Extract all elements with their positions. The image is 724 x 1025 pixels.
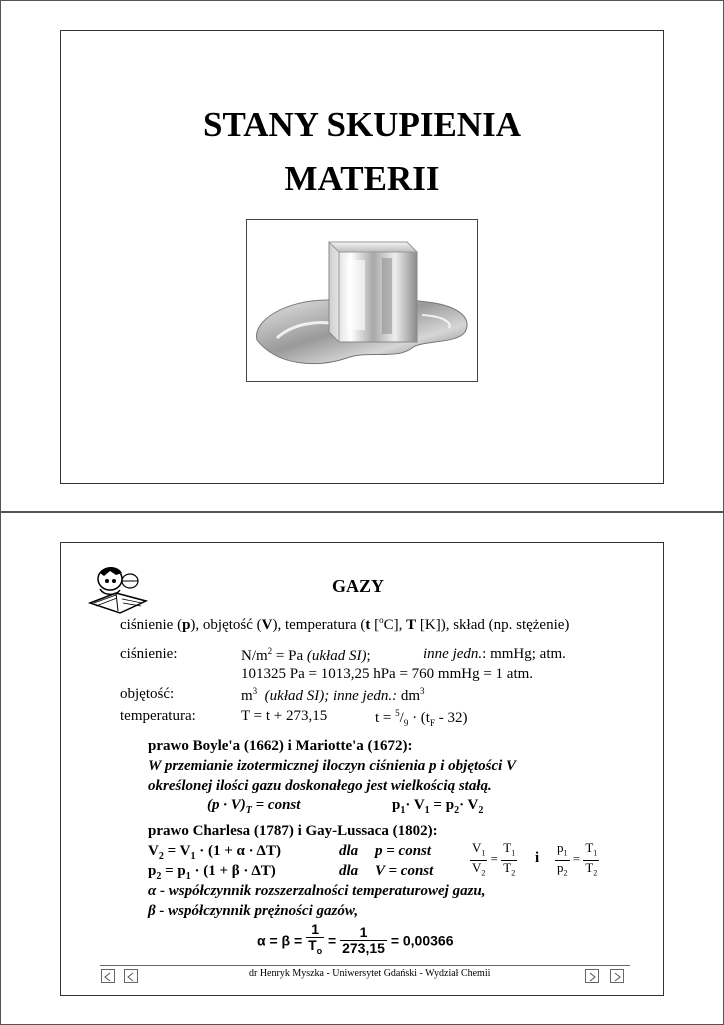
volume-temperature-ratio: $\frac{V_1}{V_2}$ = $\frac{T_1}{T_2}$ [472,840,516,878]
charles-law-pressure-formula: $p_2 = p_1 \cdot (1 + \beta \cdot \Delta T)$ [148,863,276,882]
pressure-conversion: 101325 Pa = 1013,25 hPa = 760 mmHg = 1 atm. [241,666,534,682]
boyle-law-title: prawo Boyle'a (1662) i Mariotte'a (1672): [148,738,413,754]
charles-law-volume-condition: p = const [375,843,432,859]
section-heading-gazy: GAZY [332,576,385,596]
charles-law-volume-condition-dla: dla [339,843,359,859]
volume-label: objętość: [120,686,175,702]
slide-footer-credit: dr Henryk Myszka - Uniwersytet Gdański - Wydział Chemii [249,968,491,979]
last-slide-button[interactable] [610,969,624,983]
slide-1-title-line-2: MATERII [284,159,440,198]
reading-student-icon [86,563,150,615]
first-slide-arrow-icon [102,971,114,983]
alpha-coefficient-description: α - współczynnik rozszerzalności temperaturowej gazu, [148,883,486,899]
boyle-law-product-formula: $p_1\cdot V_1 = p_2\cdot V_2$ [392,797,484,816]
next-slide-button[interactable] [585,969,599,983]
footer-rule [100,965,630,966]
ice-cube-illustration [247,220,477,381]
last-slide-arrow-icon [611,971,623,983]
ratio-conjunction: i [535,850,540,866]
gas-parameters-line: ciśnienie (p), objętość (V), temperatura (t [$^o$C], T [K]), skład (np. stężenie) [120,615,570,633]
slide-1-title-line-1: STANY SKUPIENIA [203,105,521,144]
charles-law-volume-formula: $V_2 = V_1 \cdot (1 + \alpha \cdot \Delta T)$ [148,843,281,862]
alpha-beta-value-formula: α = β = $\frac{1}{T_o}$ = $\frac{1}{273,15}$ = 0,00366 [257,921,454,956]
pressure-other-units: inne jedn.: mmHg; atm. [423,646,566,662]
first-slide-button[interactable] [101,969,115,983]
next-arrow-icon [586,971,598,983]
boyle-law-description-1: W przemianie izotermicznej iloczyn ciśnienia p i objętości V [148,758,517,774]
boyle-law-description-2: określonej ilości gazu doskonałego jest wielkością stałą. [148,778,492,794]
beta-coefficient-description: β - współczynnik prężności gazów, [148,903,359,919]
boyle-law-formula: $(p \cdot V)_T$ = const [207,797,301,816]
charles-law-pressure-condition: V = const [375,863,434,879]
previous-slide-button[interactable] [124,969,138,983]
volume-units: $m^3$ (układ SI); inne jedn.: $dm^3$ [241,686,425,704]
pressure-units: $N/m^2 = Pa$ (układ SI); [241,646,371,664]
previous-arrow-icon [125,971,137,983]
pressure-temperature-ratio: $\frac{p_1}{p_2}$ = $\frac{T_1}{T_2}$ [557,840,598,878]
temperature-label: temperatura: [120,708,196,724]
charles-law-title: prawo Charlesa (1787) i Gay-Lussaca (1802): [148,823,438,839]
charles-law-pressure-condition-dla: dla [339,863,359,879]
temperature-fahrenheit-formula: $t = ^5/_9 \cdot (t_F - 32)$ [375,708,468,728]
temperature-kelvin-formula: T = t + 273,15 [241,708,328,724]
melting-ice-cube-image [246,219,478,382]
pressure-label: ciśnienie: [120,646,178,662]
